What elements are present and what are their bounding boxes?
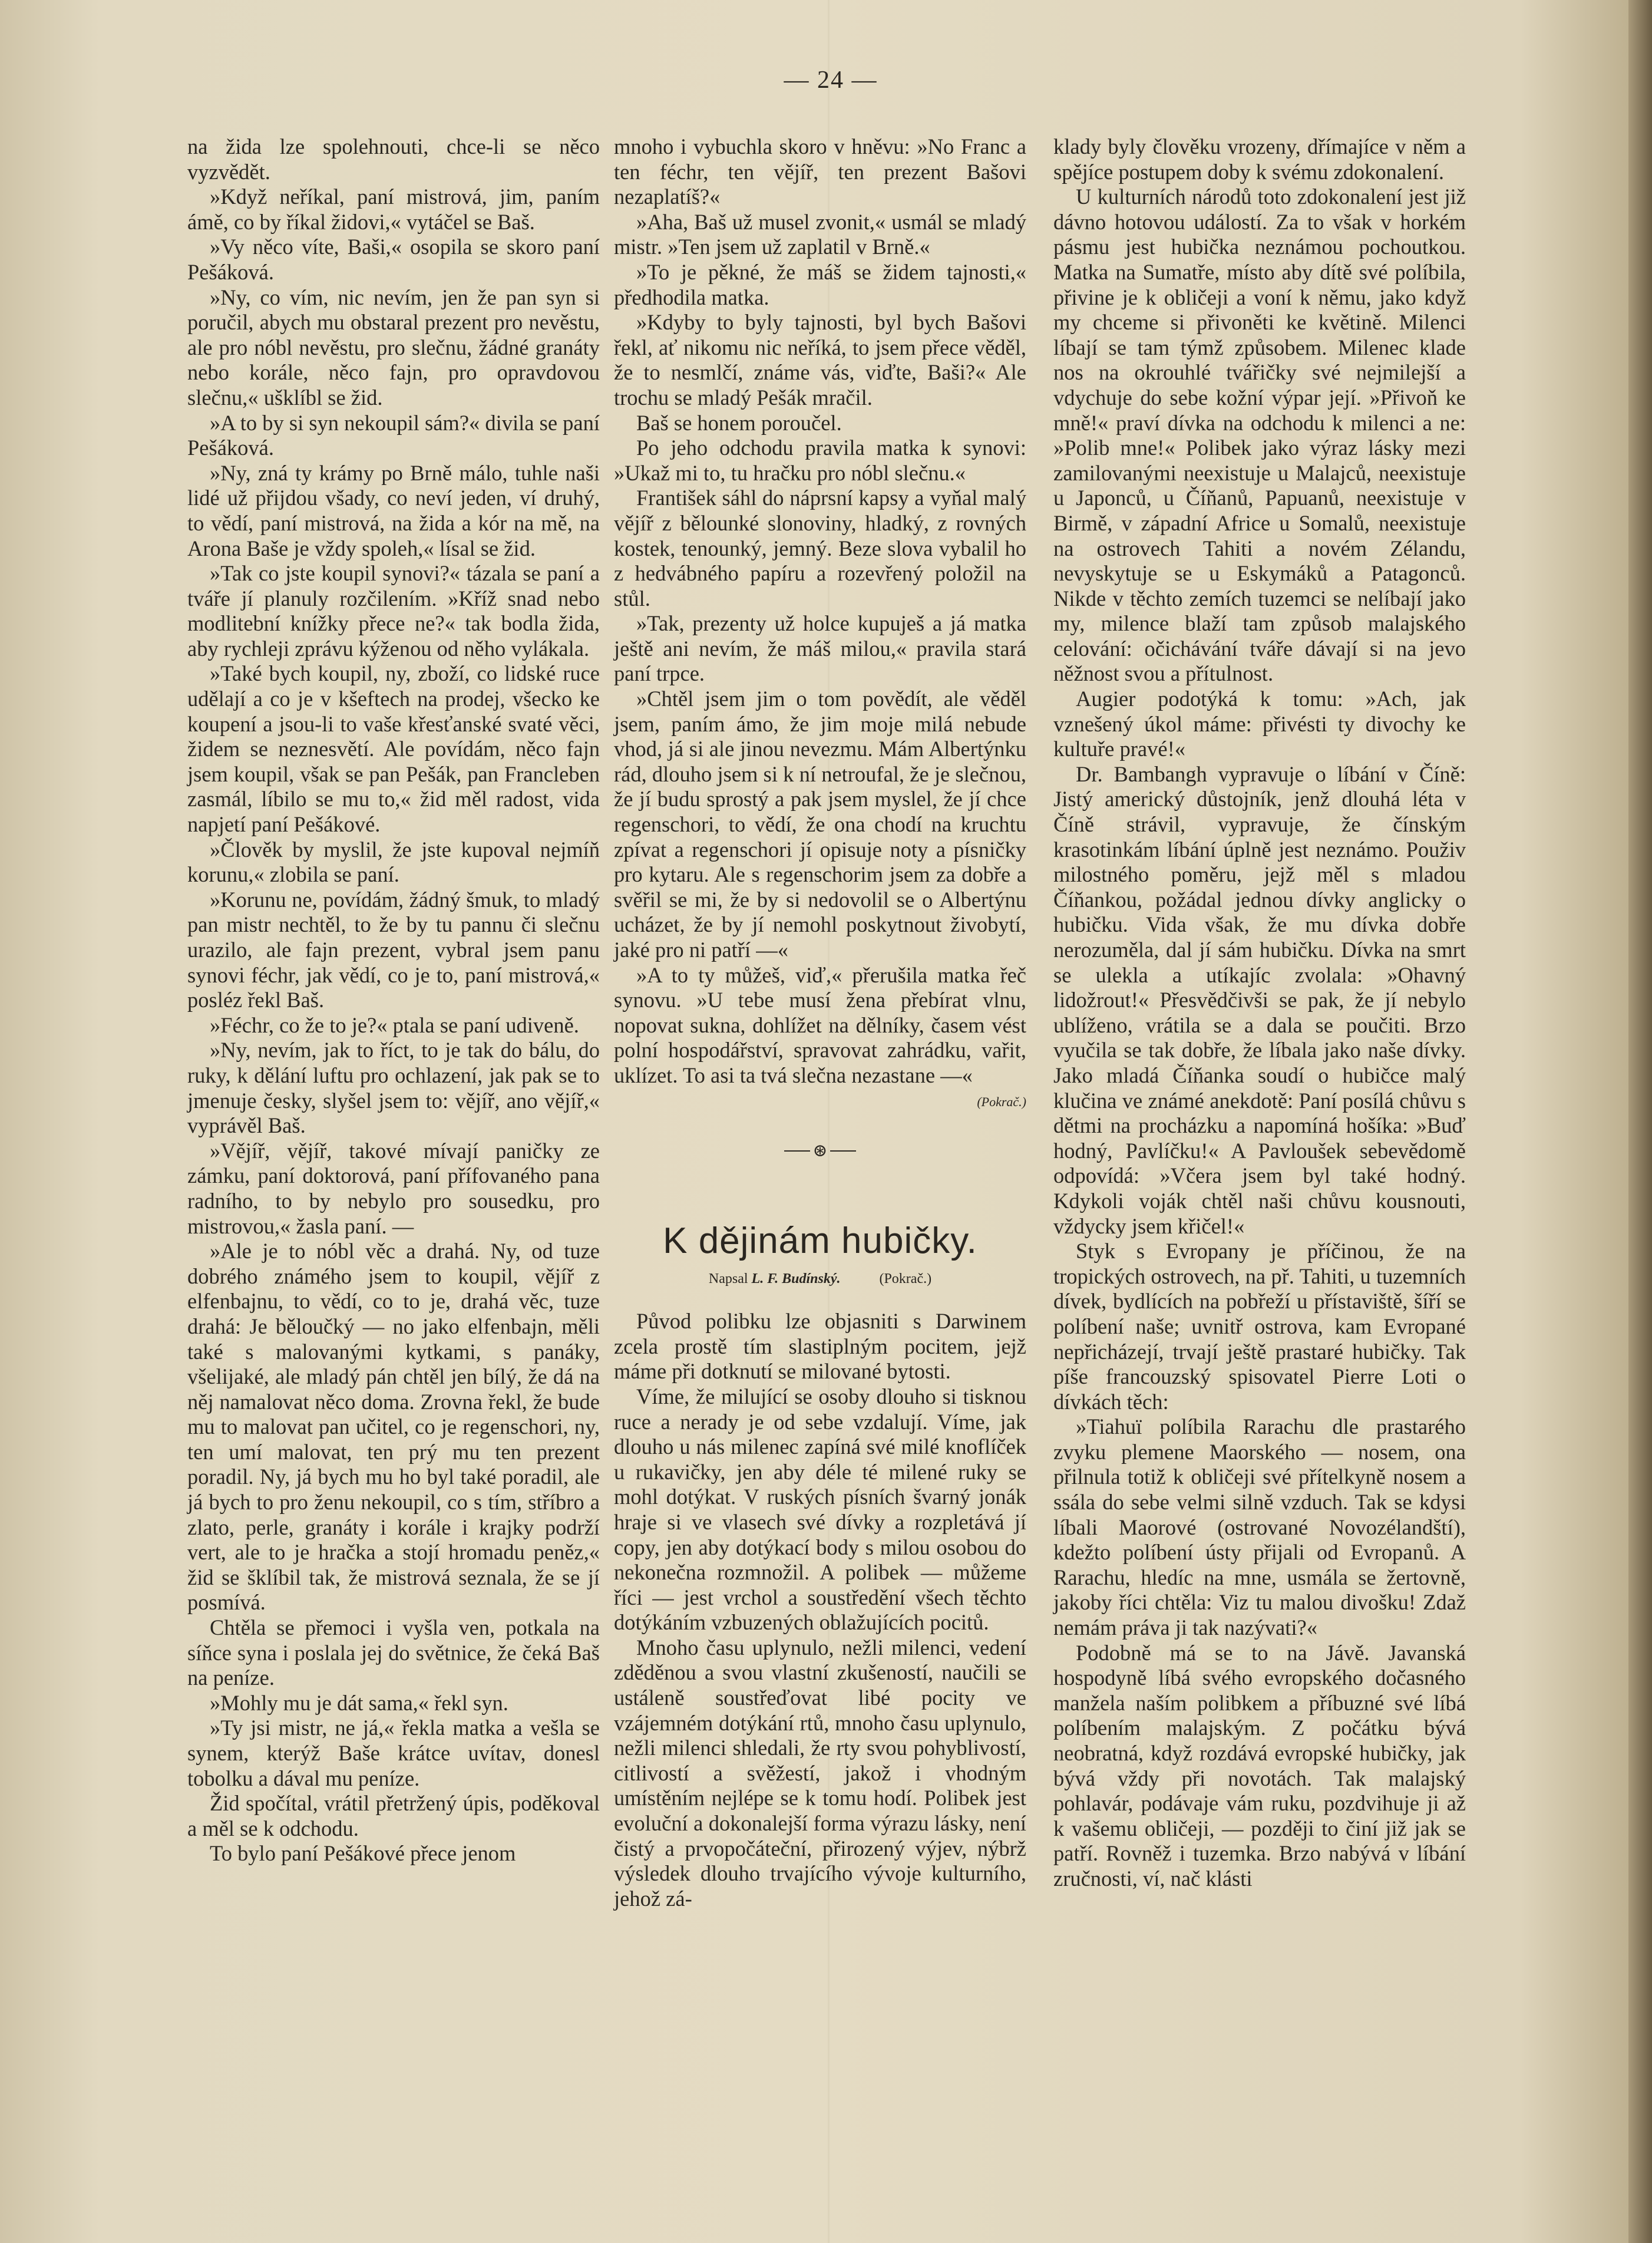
paragraph: Mnoho času uplynulo, nežli milenci, vedení zděděnou a svou vlastní zkušeností, naučili se ustáleně soustřeďovat libé pocity ve vzájemném dotýkání rtů, mnoho času uplynulo, nežli milenci shledali, že rty svou pohyblivostí, citlivostí a svěžestí, jakož i vhodným umístěním nejlépe se k tomu hodí. Polibek jest evoluční a dokonalejší forma výrazu lásky, není čistý a prvopočáteční, přirozený výjev, nýbrž výsledek dlouho trvajícího vývoje kulturního, jehož zá-: [614, 1635, 1026, 1911]
column-3: [1053, 134, 1466, 1892]
paragraph: »Tiahuï políbila Rarachu dle prastarého zvyku plemene Maorského — nosem, ona přilnula totiž k obličeji své přítelkyně nosem a ssála do sebe velmi silně vzduch. Tak se kdysi líbali Maorové (ostrované Novozélandští), kdežto políbení ústy přijali od Evropanů. A Rarachu, hledíc na mne, usmála se žertovně, jakoby říci chtěla: Viz tu malou divošku! Zdaž nemám práva ji tak nazývati?«: [1053, 1414, 1466, 1640]
paragraph: »Ny, co vím, nic nevím, jen že pan syn si poručil, abych mu obstaral prezent pro nevěstu, ale pro nóbl nevěstu, pro slečnu, žádné granáty nebo korále, něco fajn, pro opravdovou slečnu,« ušklíbl se žid.: [187, 285, 600, 410]
article-title: K dějinám hubičky.: [663, 1221, 977, 1262]
paragraph: Víme, že milující se osoby dlouho si tisknou ruce a nerady je od sebe vzdalují. Víme, jak dlouho u nás milenec zapíná své milé knoflíček u rukavičky, jen aby déle té milené ruky se mohl dotýkat. V ruských písních švarný jonák hraje si ve vlasech své dívky a rozpletává jí copy, jen aby dotýkací body s milou osobou do nekonečna rozmnožil. A polibek — můžeme říci — jest vrchol a soustředění všech těchto dotýkáním vzbuzených oblažujících pocitů.: [614, 1384, 1026, 1635]
paragraph: »Tak, prezenty už holce kupuješ a já matka ještě ani nevím, že máš milou,« pravila stará paní trpce.: [614, 611, 1026, 686]
column-2: [614, 134, 1026, 1911]
paragraph: »Kdyby to byly tajnosti, byl bych Bašovi řekl, ať nikomu nic neříká, to jsem přece věděl, že to nesmlčí, známe vás, viďte, Baši?« Ale trochu se mladý Pešák mračil.: [614, 310, 1026, 410]
paragraph: »Vějíř, vějíř, takové mívají paničky ze zámku, paní doktorová, paní přífovaného pana radního, to by nebylo pro sousedku, pro mistrovou,« žasla paní. —: [187, 1138, 600, 1238]
paragraph: »To je pěkné, že máš se židem tajnosti,« předhodila matka.: [614, 259, 1026, 309]
continuation-note: (Pokrač.): [977, 1094, 1026, 1109]
paragraph: »Chtěl jsem jim o tom povědít, ale věděl jsem, paním ámo, že jim moje milá nebude vhod, já si ale jinou nevezmu. Mám Albertýnku rád, dlouho jsem si k ní netroufal, že je slečnou, že jí budu sprostý a pak jsem myslel, že jí chce regenschori, to vědí, že ona chodí na kruchtu zpívat a regenschori jí opisuje noty a písničky pro kytaru. Ale s regenschorim jsem za dobře a svěřil se mi, že by si nedovolil se o Albertýnu ucházet, že by jí nemohl poskytnout živobytí, jaké pro ni patří —«: [614, 687, 1026, 962]
paragraph: mnoho i vybuchla skoro v hněvu: »No Franc a ten féchr, ten vějíř, ten prezent Bašovi nezaplatíš?«: [614, 134, 1026, 209]
divider-line: [830, 1150, 856, 1152]
continuation-note: (Pokrač.): [879, 1271, 932, 1287]
paragraph: Původ polibku lze objasniti s Darwinem zcela prostě tím slastiplným pocitem, jejž máme při dotknutí se milované bytosti.: [614, 1309, 1026, 1384]
paragraph: »Také bych koupil, ny, zboží, co lidské ruce udělají a co je v kšeftech na prodej, všecko ke koupení a jsou-li to vaše křesťanské svaté věci, židem se neznesvětí. Ale povídám, něco fajn jsem koupil, však se pan Pešák, pan Francleben zasmál, líbilo se mu to,« žid měl radost, vida napjetí paní Pešákové.: [187, 661, 600, 837]
section-divider: [614, 1132, 1026, 1167]
paragraph: Podobně má se to na Jávě. Javanská hospodyně líbá svého evropského dočasného manžela naším polibkem a příbuzné své líbá políbením malajským. Z počátku bývá neobratná, když rozdává evropské hubičky, jak bývá vždy při novotách. Tak malajský pohlavár, podávaje vám ruku, pozdvihuje ji až k vašemu obličeji, — později to činí již jak se patří. Rovněž i tuzemka. Brzo nabývá v líbání zručnosti, ví, nač klásti: [1053, 1640, 1466, 1891]
paragraph: »A to by si syn nekoupil sám?« divila se paní Pešáková.: [187, 410, 600, 460]
column-1: [187, 134, 600, 1866]
paragraph: Po jeho odchodu pravila matka k synovi: »Ukaž mi to, tu hračku pro nóbl slečnu.«: [614, 436, 1026, 485]
byline-prefix: Napsal: [708, 1271, 748, 1287]
paragraph: František sáhl do náprsní kapsy a vyňal malý vějíř z bělounké slonoviny, hladký, z rovných kostek, tenounký, jemný. Beze slova vybalil ho z hedvábného papíru a rozevřený položil na stůl.: [614, 486, 1026, 611]
paragraph: Dr. Bambangh vypravuje o líbání v Číně: Jistý americký důstojník, jenž dlouhá léta v Číně strávil, vypravuje, že čínským krasotinkám líbání úplně jest neznámo. Použiv milostného poměru, jejž měl s mladou Číňankou, požádal jednou dívky anglicky o hubičku. Vida však, že mu dívka dobře nerozuměla, dal jí sám hubičku. Dívka na smrt se ulekla a utíkajíc zvolala: »Ohavný lidožrout!« Přesvědčivši se pak, že jí nebylo ublíženo, vrátila se a dala se poučiti. Brzo vyučila se tak dobře, že líbala jako naše dívky. Jako mladá Číňanka soudí o hubičce malý klučina ve známé anekdotě: Paní posílá chůvu s dětmi na procházku a napomíná hošíka: »Buď hodný, Pavlíčku!« A Pavloušek sebevědomě odpovídá: »Včera jsem byl také hodný. Kdykoli voják chtěl naši chůvu kousnouti, vždycky jsem křičel!«: [1053, 761, 1466, 1238]
paragraph: »Tak co jste koupil synovi?« tázala se paní a tváře jí planuly rozčilením. »Kříž snad nebo modlitební knížky přece ne?« tak bodla žida, aby rychleji zprávu kýženou od něho vylákala.: [187, 561, 600, 661]
paragraph: »Když neříkal, paní mistrová, jim, paním ámě, co by říkal židovi,« vytáčel se Baš.: [187, 184, 600, 234]
paragraph: »Ny, zná ty krámy po Brně málo, tuhle naši lidé už přijdou všady, co neví jeden, ví druhý, to vědí, paní mistrová, na žida a kór na mě, na Arona Baše je vždy spoleh,« lísal se žid.: [187, 460, 600, 560]
paragraph: klady byly člověku vrozeny, dřímajíce v něm a spějíce postupem doby k svému zdokonalení.: [1053, 134, 1466, 184]
paragraph: »Ny, nevím, jak to říct, to je tak do bálu, do ruky, k dělání luftu pro ochlazení, jak pak se to jmenuje česky, slyšel jsem to: vějíř, ano vějíř,« vyprávěl Baš.: [187, 1038, 600, 1138]
paragraph: Augier podotýká k tomu: »Ach, jak vznešený úkol máme: přivésti ty divochy ke kultuře pravé!«: [1053, 687, 1466, 761]
paragraph: »Člověk by myslil, že jste kupoval nejmíň korunu,« zlobila se paní.: [187, 837, 600, 887]
paragraph: »Aha, Baš už musel zvonit,« usmál se mladý mistr. »Ten jsem už zaplatil v Brně.«: [614, 209, 1026, 259]
divider-line: [784, 1150, 810, 1152]
page-edge: [1628, 0, 1652, 2243]
paragraph: »Ale je to nóbl věc a drahá. Ny, od tuze dobrého známého jsem to koupil, vějíř z elfenbajnu, to vědí, co to je, drahá věc, tuze drahá: Je běloučký — no jako elfenbajn, měli také s malovanými kytkami, s panáky, všelijaké, ale mladý pán chtěl jen bílý, že dá na něj namalovat něco doma. Zrovna řekl, že bude mu to malovat pan učitel, co je regenschori, ny, ten umí malovat, ten prý mu ten prezent poradil. Ny, já bych mu ho byl také poradil, ale já bych to pro ženu nekoupil, co s tím, stříbro a zlato, perle, granáty i korále i krajky podrží vert, ale to je hračka a stojí hromadu peněz,« žid se šklíbil tak, že mistrová seznala, že se jí posmívá.: [187, 1239, 600, 1615]
paragraph: U kulturních národů toto zdokonalení jest již dávno hotovou událostí. Za to však v horkém pásmu jest hubička neznámou pochoutkou. Matka na Sumatře, místo aby dítě své políbila, přivine je k obličeji a voní k němu, jako když my chceme si přivoněti ke květině. Milenci líbají se tam týmž způsobem. Milenec klade nos na okrouhlé tvářičky své nejmilejší a vdychuje do sebe kožní výpar její. »Přivoň ke mně!« praví dívka na odchodu k milenci a ne: »Polib mne!« Polibek jako výraz lásky mezi zamilovanými neexistuje u Malajců, neexistuje u Japonců, u Číňanů, Papuanů, neexistuje v Birmě, v západní Africe u Somalů, neexistuje na ostrovech Tahiti a novém Zélandu, nevyskytuje se u Eskymáků a Patagonců. Nikde v těchto zemích tuzemci se nelíbají jako my, milence blaží tam způsob malajského celování: očichávání tváře dávají si na jevo něžnost svou a přítulnost.: [1053, 184, 1466, 686]
ornament-icon: ⊛: [812, 1141, 828, 1161]
paragraph: »Féchr, co že to je?« ptala se paní udiveně.: [210, 1012, 579, 1037]
paragraph: Chtěla se přemoci i vyšla ven, potkala na síňce syna i poslala jej do světnice, že čeká Baš na peníze.: [187, 1615, 600, 1690]
byline: [614, 1270, 1026, 1288]
page-number: — 24 —: [784, 67, 878, 94]
paragraph: »Mohly mu je dát sama,« řekl syn.: [210, 1690, 508, 1715]
paragraph: »Korunu ne, povídám, žádný šmuk, to mladý pan mistr nechtěl, to že by tu pannu či slečnu urazilo, ale fajn prezent, vybral jsem panu synovi féchr, jak vědí, co je to, paní mistrová,« posléz řekl Baš.: [187, 887, 600, 1012]
paragraph: To bylo paní Pešákové přece jenom: [210, 1841, 516, 1866]
paragraph: »Vy něco víte, Baši,« osopila se skoro paní Pešáková.: [187, 235, 600, 284]
paragraph: na žida lze spolehnouti, chce-li se něco vyzvědět.: [187, 134, 600, 184]
paragraph: Baš se honem poroučel.: [636, 410, 842, 435]
paragraph: »Ty jsi mistr, ne já,« řekla matka a vešla se synem, kterýž Baše krátce uvítav, donesl tobolku a dával mu peníze.: [187, 1716, 600, 1790]
paragraph: Žid spočítal, vrátil přetržený úpis, poděkoval a měl se k odchodu.: [187, 1791, 600, 1840]
author-name: L. F. Budínský.: [751, 1271, 841, 1287]
paragraph: »A to ty můžeš, viď,« přerušila matka řeč synovu. »U tebe musí žena přebírat vlnu, nopovat sukna, dohlížet na dělníky, časem vést polní hospodářství, spravovat zahrádku, vařit, uklízet. To asi ta tvá slečna nezastane —«: [614, 962, 1026, 1087]
paragraph: Styk s Evropany je příčinou, že na tropických ostrovech, na př. Tahiti, u tuzemních dívek, bydlících na pobřeží u přístaviště, šíří se políbení naše; uvnitř ostrova, kam Evropané nepřicházejí, trvají ještě prastaré hubičky. Tak píše francouzský spisovatel Pierre Loti o dívkách těch:: [1053, 1239, 1466, 1414]
